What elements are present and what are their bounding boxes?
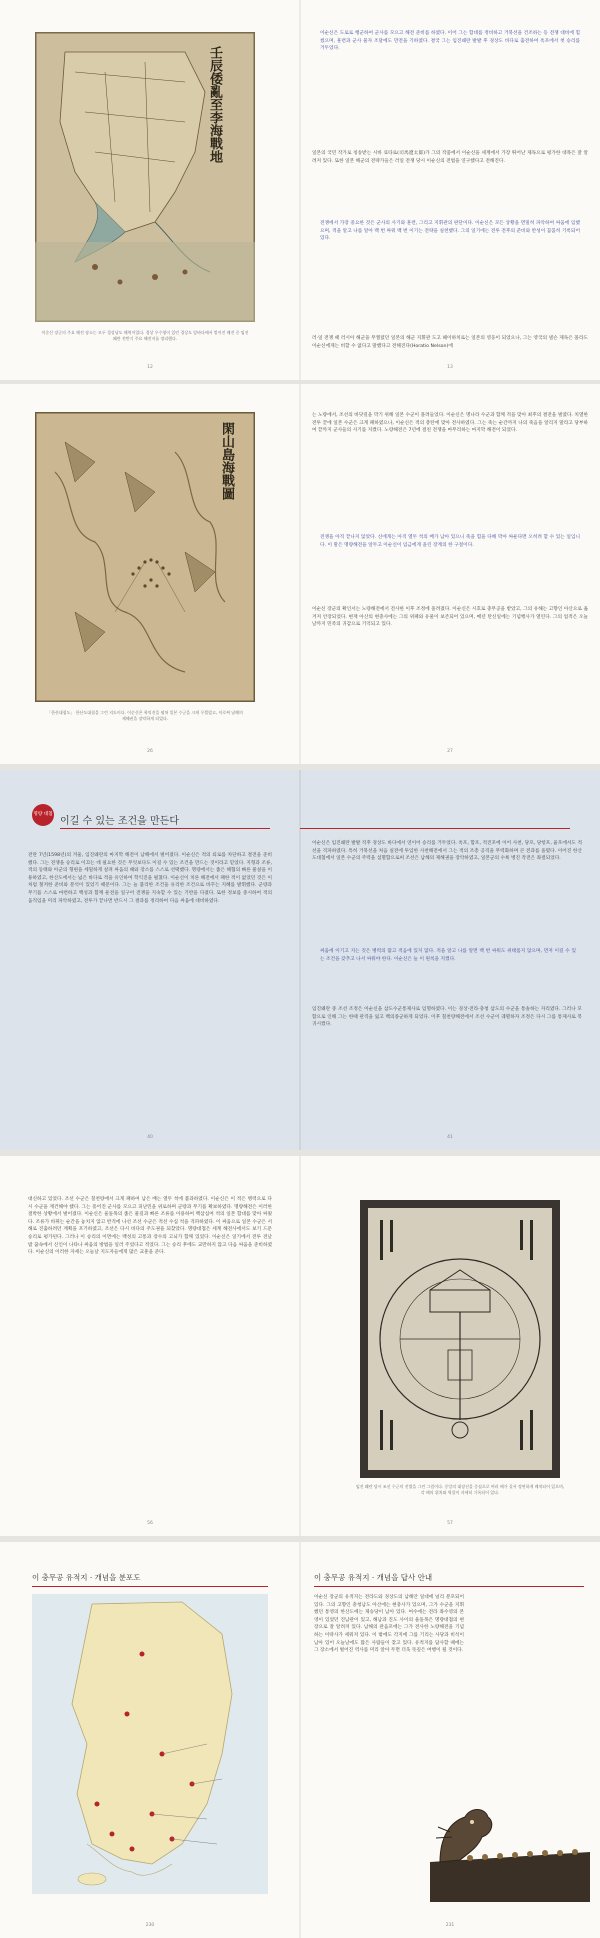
body-text-2: 이순신 장군의 확인서는 노량해전에서 전사한 이후 조정에 올려졌다. 이순신은 시호로 충무공을 받았고, 그의 유해는 고향인 아산으로 옮겨져 안장되었다. 현재 아산의 현충사에는 그의 위패와 유물이 보존되어 있으며, 매년 탄신일에는 기념행사가 열린다. 그의 업적은 오늘날까지 민족의 귀감으로 기억되고 있다. (312, 607, 588, 628)
spread-1 (0, 0, 600, 380)
body-text-1: 일본의 국민 작가로 칭송받는 시바 료타로(司馬遼太郞)가 그의 작품에서 이순신을 세계에서 가장 뛰어난 제독으로 평가한 대목은 잘 알려져 있다. 또한 일본 해군의 전략가들은 러일 전쟁 당시 이순신의 전법을 연구했다고 전해진다. (312, 151, 588, 164)
top-rule (300, 828, 570, 829)
body-text: 대신하고 있었다. 조선 수군은 칠천량에서 크게 패하여 남은 배는 열두 척에 불과하였다. 이순신은 이 적은 병력으로 다시 수군을 재건해야 했다. 그는 흩어진 군사를 모으고 피난민을 위로하며 군량과 무기를 확보하였다. 명량해전은 이러한 절박한 상황에서 벌어졌다. 이순신은 울돌목의 좁은 물길과 빠른 조류를 이용하여 백삼십여 척의 일본 함대를 맞아 싸웠다. 조류가 바뀌는 순간을 놓치지 않고 반격에 나선 조선 수군은 적선 수십 척을 격파하였다. 이 싸움으로 일본 수군은 서해로 진출하려던 계획을 포기하였고, 조선은 다시 바다의 주도권을 되찾았다. 명량대첩은 세계 해전사에서도 보기 드문 승리로 평가된다. 그러나 이 승리의 이면에는 백성의 고통과 장수의 고뇌가 함께 있었다. 이순신은 일기에서 전투 전날 밤 꿈속에서 신인이 나타나 싸움의 방법을 일러 주었다고 적었다. 그는 승리 후에도 교만하지 않고 다음 싸움을 준비하였다. 이순신의 이러한 자세는 오늘날 지도자들에게 많은 교훈을 준다. (28, 1197, 272, 1256)
page-number-right: 41 (447, 1135, 453, 1140)
naval-war-map-image (35, 32, 255, 322)
section-badge: 명량 대첩 (32, 804, 54, 826)
map-title-vertical: 壬辰倭亂至李海戰地 (207, 46, 222, 163)
right-section-title: 이 충무공 유적지 · 개념을 답사 안내 (314, 1573, 433, 1582)
page-number-right: 27 (447, 749, 453, 754)
title-rule (32, 1586, 268, 1587)
page-231 (300, 1542, 600, 1938)
diagram-caption: 임진 왜란 당시 조선 수군의 진법을 그린 그림이다. 중앙의 대장선을 중심으로 여러 배가 질서 정연하게 배치되어 있으며, 각 배의 위치와 역할이 자세히 기록되어 있다. (355, 1484, 565, 1495)
spread-5 (0, 1542, 600, 1938)
turtle-ship-dragon-head-image (430, 1792, 590, 1902)
page-12 (0, 0, 300, 380)
historic-sites-map-image (32, 1594, 268, 1894)
page-13 (300, 0, 600, 380)
body-text-2: 러·일 전쟁 때 러시아 해군을 무찔렀던 일본의 해군 지휘관 도고 헤이하치로는 일본의 영웅이 되었으나, 그는 영국의 넬슨 제독은 몰라도 이순신에게는 비할 수 없다고 말했다고 전해진다(Horatio Nelson)에 (312, 336, 588, 349)
page-number-left: 26 (147, 749, 153, 754)
quote-block: 싸움에 이기고 지는 것은 병력의 많고 적음에 있지 않다. 적을 알고 나를 알면 백 번 싸워도 위태롭지 않으며, 먼저 이길 수 있는 조건을 갖추고 나서 싸워야 한다. 이순신은 늘 이 원칙을 지켰다. (320, 949, 576, 962)
body-text: 이순신 장군의 유적지는 전라도와 경상도의 남해안 일대에 널리 분포되어 있다. 그의 고향인 충청남도 아산에는 현충사가 있으며, 그가 수군을 지휘했던 통영의 한산도에는 제승당이 남아 있다. 여수에는 전라 좌수영의 본영이 있었던 진남관이 있고, 해남과 진도 사이의 울돌목은 명량대첩의 현장으로 잘 알려져 있다. 남해의 관음포에는 그가 전사한 노량해전을 기념하는 이락사가 세워져 있다. 이 밖에도 각지에 그를 기리는 사당과 비석이 남아 있어 오늘날에도 많은 사람들이 찾고 있다. 유적지를 답사할 때에는 그 장소에서 벌어진 역사를 미리 알아 두면 더욱 뜻깊은 여행이 될 것이다. (314, 1595, 464, 1654)
map-caption: 이순신 장군의 주요 해전 장소는 모두 경상남도 해역이었다. 경상 우수영이 있던 경상도 앞바다에서 벌어진 해전 중 임진왜란 전반기 주요 해전지를 정리했다. (41, 330, 249, 341)
map-title-vertical: 閑山島海戰圖 (219, 422, 234, 500)
spread-4 (0, 1156, 600, 1536)
page-27 (300, 384, 600, 764)
page-56 (0, 1156, 300, 1536)
quote-block-2: 전쟁에서 가장 중요한 것은 군사의 사기와 훈련, 그리고 지휘관의 판단이다. 이순신은 모든 상황을 면밀히 파악하여 싸움에 임했으며, 적을 알고 나를 알아 백 번 싸워 백 번 이기는 전략을 실천했다. 그의 일기에는 전투 전후의 준비와 반성이 꼼꼼히 기록되어 있다. (320, 221, 580, 242)
body-text-1: 이순신은 임진왜란 발발 직후 경상도 바다에서 연이어 승리를 거두었다. 옥포, 합포, 적진포에 이어 사천, 당포, 당항포, 율포에서도 적선을 격파하였다. 특히 거북선을 처음 실전에 투입한 사천해전에서 그는 적의 조총 공격을 무력화하며 큰 전과를 올렸다. 이어진 한산도대첩에서 일본 수군의 주력을 섬멸함으로써 조선은 남해의 제해권을 장악하였고, 일본군의 수륙 병진 작전은 좌절되었다. (312, 841, 582, 862)
page-26 (0, 384, 300, 764)
spread-2 (0, 384, 600, 764)
page-number-left: 12 (147, 365, 153, 370)
page-number-left: 230 (145, 1923, 155, 1928)
page-57 (300, 1156, 600, 1536)
section-title: 이길 수 있는 조건을 만든다 (60, 816, 179, 827)
page-40 (0, 770, 300, 1150)
quote-block-1: 이순신은 도로로 행군하여 군사를 모으고 해전 준비를 하였다. 이어 그는 함대를 정비하고 거북선을 건조하는 등 전쟁 대비에 힘썼으며, 훈련과 군사 물자 조달에도 만전을 기하였다. 결국 그는 임진왜란 발발 후 경상도 바다로 출전하여 옥포에서 첫 승리를 거두었다. (320, 31, 580, 52)
page-number-left: 40 (147, 1135, 153, 1140)
map-caption: 「한산대첩도」 한산도대첩을 그린 지도이다. 이순신은 학익진을 펼쳐 일본 수군을 크게 무찔렀고, 이로써 남해의 제해권을 장악하게 되었다. (47, 710, 243, 721)
left-section-title: 이 충무공 유적지 · 개념을 분포도 (32, 1573, 141, 1582)
page-230 (0, 1542, 300, 1938)
title-rule (60, 828, 270, 829)
spread-3 (0, 770, 600, 1150)
page-number-right: 13 (447, 365, 453, 370)
page-number-right: 231 (445, 1923, 455, 1928)
naval-formation-diagram-image (360, 1200, 560, 1478)
body-text: 전란 7년(1598년)의 겨울, 임진왜란의 마지막 해전이 남해에서 벌어졌다. 이순신은 적의 퇴로를 차단하고 결전을 준비했다. 그는 전쟁을 승리로 이끄는 데 필요한 것은 무엇보다도 이길 수 있는 조건을 만드는 것이라고 믿었다. 지형과 조류, 적의 동태와 아군의 형편을 세밀하게 살펴 싸움의 때와 장소를 스스로 선택했다. 명량에서는 좁은 해협의 빠른 물살을 이용하였고, 한산도에서는 넓은 바다로 적을 유인하여 학익진을 펼쳤다. 이순신이 치른 해전에서 패한 적이 없었던 것은 이처럼 철저한 준비와 분석이 있었기 때문이다. 그는 늘 불리한 조건을 유리한 조건으로 바꾸는 지혜를 발휘했다. 군량과 무기를 스스로 마련하고 백성과 함께 둔전을 일구어 전쟁을 지속할 수 있는 기반을 다졌다. 또한 정보를 중시하여 적의 움직임을 미리 파악하였고, 전투가 끝나면 반드시 그 결과를 정리하여 다음 싸움에 대비하였다. (28, 853, 272, 904)
title-rule (314, 1586, 584, 1587)
page-number-left: 56 (147, 1521, 153, 1526)
page-41 (300, 770, 600, 1150)
body-text-2: 임진왜란 중 조선 조정은 이순신을 삼도수군통제사로 임명하였다. 이는 경상·전라·충청 삼도의 수군을 통솔하는 자리였다. 그러나 모함으로 인해 그는 한때 관직을 잃고 백의종군하게 되었다. 이후 칠천량해전에서 조선 수군이 궤멸하자 조정은 다시 그를 통제사로 복귀시켰다. (312, 1007, 582, 1028)
body-text-1: 는 노량에서, 조선의 바닷길을 막기 위해 일본 수군이 몰려들었다. 이순신은 명나라 수군과 함께 적을 맞아 최후의 결전을 벌였다. 치열한 전투 끝에 일본 수군은 크게 패하였으나, 이순신은 적의 총탄에 맞아 전사하였다. 그는 죽는 순간까지 나의 죽음을 알리지 말라고 당부하여 끝까지 군사들의 사기를 지켰다. 노량해전은 7년에 걸친 전쟁을 마무리하는 마지막 해전이 되었다. (312, 413, 588, 434)
page-number-right: 57 (447, 1521, 453, 1526)
quote-block: 전쟁을 아직 끝나지 않았다. 신에게는 아직 열두 척의 배가 남아 있으니 죽을 힘을 다해 막아 싸운다면 오히려 할 수 있는 일입니다. 이 말은 명량해전을 앞두고 이순신이 임금에게 올린 장계의 한 구절이다. (320, 535, 580, 548)
hansan-battle-map-image (35, 412, 255, 702)
